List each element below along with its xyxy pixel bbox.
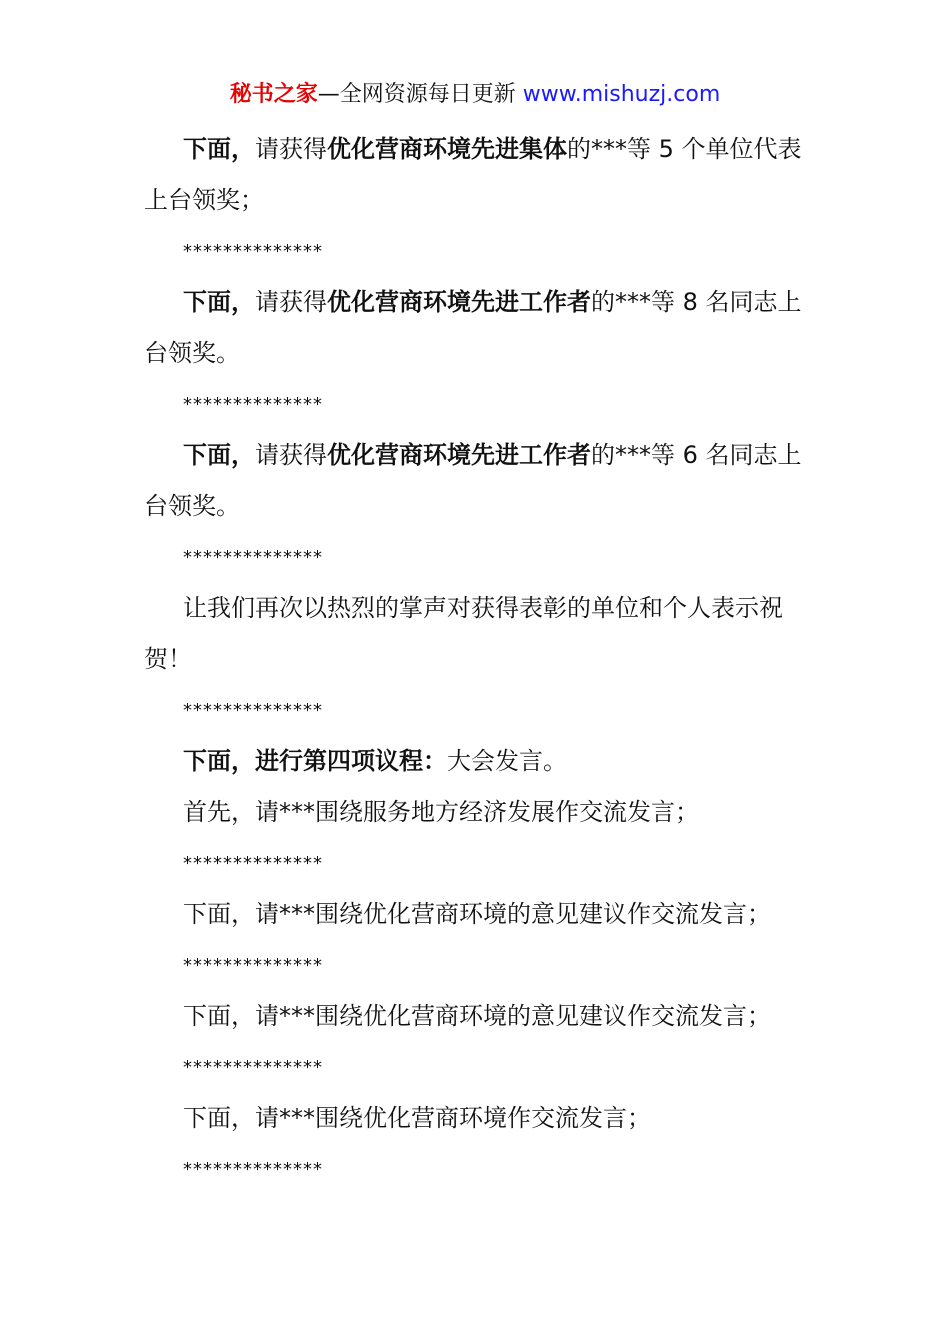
award-title: 优化营商环境先进工作者 (327, 441, 591, 469)
lead-phrase: 下面， (183, 441, 255, 469)
website-url[interactable]: www.mishuzj.com (522, 82, 721, 107)
speech-paragraph: 下面，请***围绕优化营商环境作交流发言； (183, 1104, 651, 1132)
page-header (0, 80, 950, 110)
agenda-topic: 大会发言。 (447, 747, 567, 775)
applause-paragraph: 让我们再次以热烈的掌声对获得表彰的单位和个人表示祝贺！ (144, 594, 783, 673)
text-segment: 的***等 8 名同志上台领奖。 (144, 288, 802, 367)
text-segment: 请获得 (255, 441, 327, 469)
speech-paragraph: 下面，请***围绕优化营商环境的意见建议作交流发言； (183, 1002, 771, 1030)
star-divider: ************** (183, 853, 323, 874)
agenda-item-heading (144, 736, 809, 787)
header-slogan: —全网资源每日更新 (317, 82, 523, 107)
award-title: 优化营商环境先进工作者 (327, 288, 591, 316)
star-divider: ************** (183, 394, 323, 415)
star-divider: ************** (183, 241, 323, 262)
text-segment: 的***等 6 名同志上台领奖。 (144, 441, 802, 520)
star-divider: ************** (183, 700, 323, 721)
brand-name: 秘书之家 (229, 82, 318, 107)
text-segment: 请获得 (255, 288, 327, 316)
star-divider: ************** (183, 1057, 323, 1078)
text-segment: 的***等 5 个单位代表上台领奖； (144, 135, 802, 214)
star-divider: ************** (183, 955, 323, 976)
award-workers-paragraph (144, 277, 809, 379)
lead-phrase: 下面， (183, 288, 255, 316)
speech-paragraph: 首先，请***围绕服务地方经济发展作交流发言； (183, 798, 699, 826)
award-title: 优化营商环境先进集体 (327, 135, 567, 163)
speech-paragraph: 下面，请***围绕优化营商环境的意见建议作交流发言； (183, 900, 771, 928)
award-collective-paragraph (144, 124, 809, 226)
agenda-label: 下面，进行第四项议程： (183, 747, 447, 775)
document-body (144, 124, 809, 1195)
star-divider: ************** (183, 547, 323, 568)
star-divider: ************** (183, 1159, 323, 1180)
lead-phrase: 下面， (183, 135, 255, 163)
award-workers-paragraph-2 (144, 430, 809, 532)
text-segment: 请获得 (255, 135, 327, 163)
